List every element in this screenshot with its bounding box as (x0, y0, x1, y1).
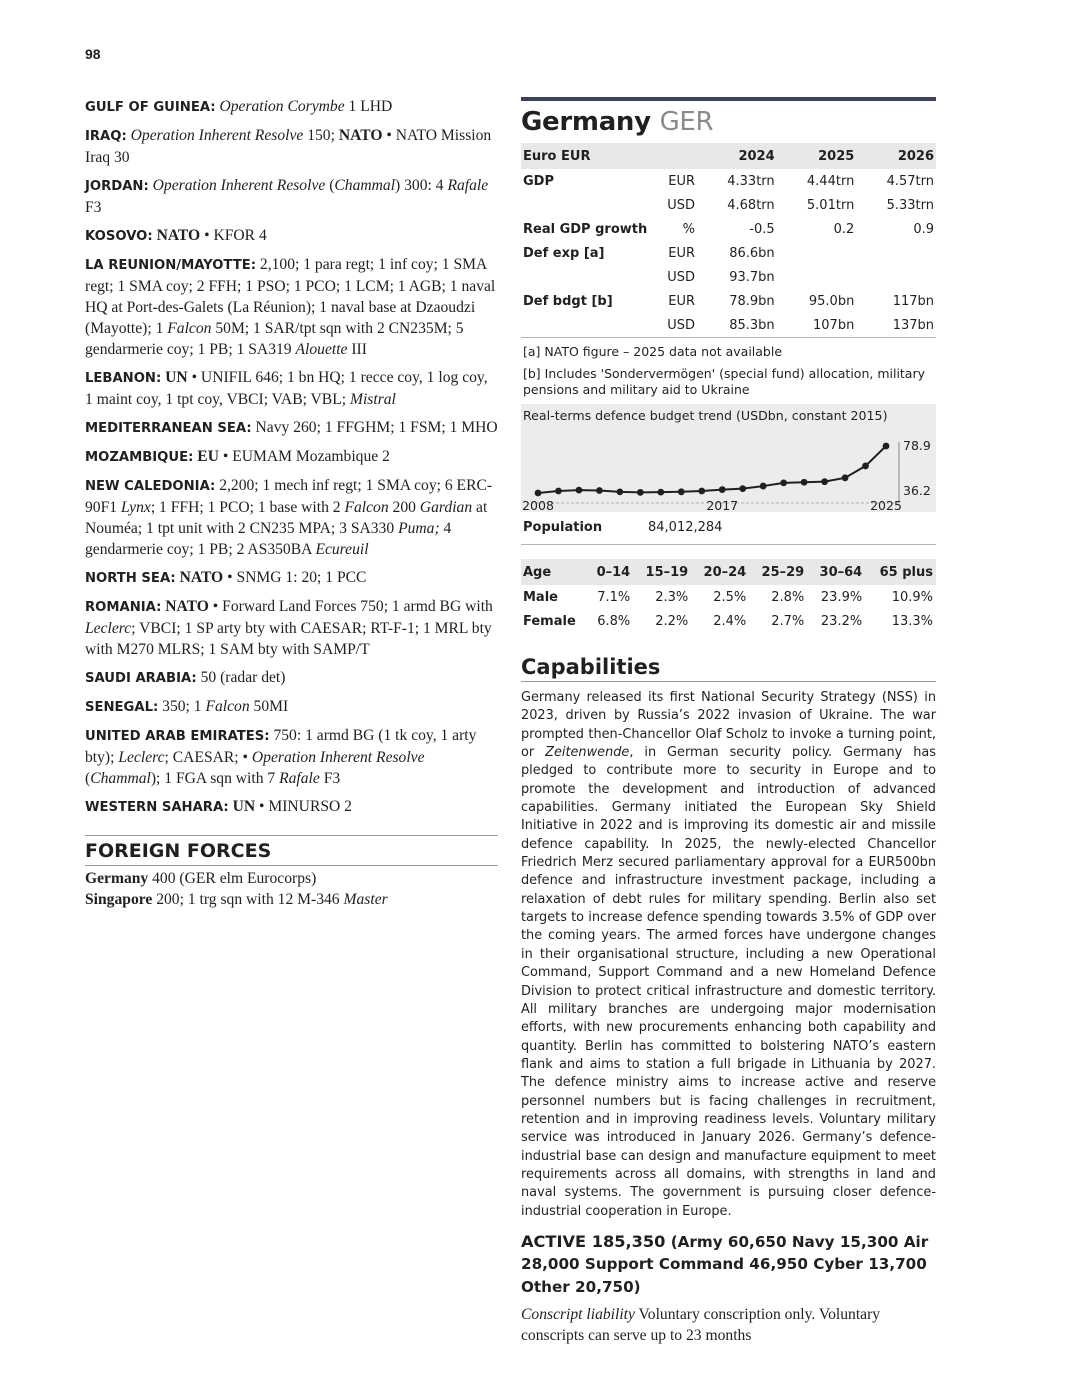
trend-point (842, 474, 849, 481)
econ-cell (521, 313, 655, 338)
econ-cell: 93.7bn (729, 269, 775, 285)
trend-point (637, 489, 644, 496)
trend-point (862, 463, 869, 470)
cap-text-2: , in German security policy. Germany has pledged to contribute more to security in Europe and to promote the development and introduction of advanced capabilities. Germany initiated the European Sky Shield Initiative in 2022 and is improving its domestic air and missile defence capability. In 2025, the newly-elected Chancellor Friedrich Merz secured parliamentary approval for a EUR500bn defence and infrastructure investment package, including a relaxation of debt rules for military spending. Berlin also set targets to increase defence spending towards 3.5% of GDP over the coming years. The armed forces have undergone changes in their organisational structure, including a new Operational Command, Support Command and a new Homeland Defence Division to protect critical infrastructure and domestic territory. All military branches are undergoing major modernisation efforts, with new procurements enhancing both capability and quantity. Berlin has committed to bolstering NATO’s eastern flank and aims to station a full brigade in Lithuania by 2027. The defence ministry aims to increase active and reserve personnel numbers but is facing challenges in recruitment, retention and in improving readiness levels. Voluntary military service was introduced in January 2026. Germany’s defence-industrial base can design and manufacture equipment to meet requirements across all domains, with strengths in land and naval systems. The government is pursuing closer defence-industrial cooperation in Europe. (521, 745, 936, 1219)
age-cell: 0–14 (586, 559, 633, 585)
y-min-label: 36.2 (903, 483, 931, 498)
deployment-location: IRAQ: (85, 129, 127, 144)
econ-cell: GDP (523, 173, 554, 189)
trend-point (719, 486, 726, 493)
deployment-location: MEDITERRANEAN SEA: (85, 421, 252, 436)
deployment-text: F3 (85, 199, 102, 216)
econ-cell: Real GDP growth (523, 221, 648, 237)
econ-cell (777, 265, 857, 289)
deployment-location: SAUDI ARABIA: (85, 671, 197, 686)
trend-point (576, 487, 583, 494)
age-cell: 23.2% (820, 613, 863, 629)
country-name: Germany (521, 107, 651, 137)
econ-cell: 85.3bn (697, 313, 777, 338)
deployment-text: Chammal (90, 770, 151, 787)
deployment-text: 1 LHD (344, 98, 393, 115)
deployment-text: Falcon (344, 499, 389, 516)
deployment-text: Puma; (398, 520, 440, 537)
deployment-text: 50 (radar det) (196, 669, 286, 686)
econ-cell: -0.5 (749, 221, 775, 237)
x-tick-label: 2017 (706, 498, 739, 512)
title-rule (521, 97, 936, 101)
econ-cell: 86.6bn (729, 245, 775, 261)
deployment-text: Leclerc (118, 749, 165, 766)
deployment-entry (85, 696, 498, 718)
trend-point (821, 478, 828, 485)
econ-row (521, 265, 936, 289)
econ-cell (521, 265, 655, 289)
deployment-text: F3 (319, 770, 341, 787)
deployment-location: WESTERN SAHARA: (85, 800, 229, 815)
econ-cell: USD (655, 313, 697, 338)
deployment-text: Navy 260; 1 FFGHM; 1 FSM; 1 MHO (251, 419, 498, 436)
econ-cell: Def bdgt [b] (523, 293, 613, 309)
deployment-text: • EUMAM Mozambique 2 (218, 448, 390, 465)
econ-row (521, 217, 936, 241)
trend-point (596, 487, 603, 494)
deployment-text: Operation Inherent Resolve (126, 127, 304, 144)
econ-cell: 2024 (697, 143, 777, 169)
deployment-text: UN (165, 369, 188, 386)
active-personnel-heading (521, 1231, 936, 1299)
deployment-text: III (347, 341, 367, 358)
foreign-force-text: 200; 1 trg sqn with 12 M-346 (152, 891, 344, 908)
foreign-forces-section (85, 835, 498, 910)
deployment-location: KOSOVO: (85, 229, 153, 244)
econ-cell: 78.9bn (729, 293, 775, 309)
deployment-entries (85, 96, 498, 818)
country-title (521, 107, 936, 137)
deployment-text: ; VBCI; 1 SP arty bty with CAESAR; RT-F-1; 1 MRL bty with M270 MLRS; 1 SAM bty with SAMP/T (85, 620, 492, 658)
country-code: GER (659, 107, 714, 137)
deployment-text: 50M; 1 SAR/tpt sqn with 2 CN235M; 5 gendarmerie coy; 1 PB; 1 SA319 (85, 320, 464, 358)
deployment-text: ( (85, 770, 91, 787)
deployment-entry (85, 567, 498, 589)
age-cell: 7.1% (597, 589, 631, 605)
econ-cell: Def exp [a] (523, 245, 605, 261)
foreign-forces-title: FOREIGN FORCES (85, 836, 498, 866)
trend-point (678, 488, 685, 495)
age-cell: 30–64 (807, 559, 865, 585)
conscript-liability (521, 1304, 936, 1346)
deployment-text: NATO (179, 569, 224, 586)
age-cell: 10.9% (891, 589, 933, 605)
econ-cell: % (682, 221, 695, 237)
age-cell: 2.2% (655, 613, 689, 629)
trend-point (657, 489, 664, 496)
econ-cell: 4.57trn (886, 173, 934, 189)
trend-point (616, 488, 623, 495)
deployment-text: ( (325, 177, 335, 194)
trend-point (698, 488, 705, 495)
econ-row (521, 241, 936, 265)
deployment-text: Lynx (120, 499, 151, 516)
econ-cell: 4.44trn (806, 173, 855, 189)
age-cell: 2.4% (713, 613, 747, 629)
age-cell: 2.7% (771, 613, 805, 629)
deployment-text: 4 gendarmerie coy; 1 PB; 2 AS350BA (85, 520, 452, 558)
foreign-force-country: Singapore (85, 891, 153, 908)
liability-text: Voluntary conscription only. Voluntary conscripts can serve up to 23 months (521, 1306, 881, 1345)
econ-header-row (521, 143, 936, 169)
deployment-text: 750: 1 armd BG (1 tk coy, 1 arty bty); (85, 727, 477, 766)
deployment-location: LEBANON: (85, 371, 162, 386)
cap-text-italic: Zeitenwende (545, 745, 630, 761)
deployment-text: NATO (165, 598, 209, 615)
deployment-text: • UNIFIL 646; 1 bn HQ; 1 recce coy, 1 log coy, 1 maint coy, 1 tpt coy, VBCI; VAB; VBL; (85, 369, 488, 408)
country-profile-column (521, 97, 936, 1346)
deployment-entry (85, 225, 498, 247)
age-cell: 13.3% (891, 613, 933, 629)
econ-cell: 2025 (777, 143, 857, 169)
active-breakdown: (Army 60,650 Navy 15,300 Air 28,000 Support Command 46,950 Cyber 13,700 Other 20,750) (521, 1232, 929, 1296)
foreign-force-text: 400 (GER elm Eurocorps) (148, 870, 317, 887)
deployment-text: 2,100; 1 para regt; 1 inf coy; 1 SMA regt; 1 SMA coy; 2 FFH; 1 PSO; 1 PCO; 1 LCM; 1 AGB; 1 naval HQ at Port-des-Galets (La Réunion); 1 naval base at Dzaoudzi (Mayotte); 1 (85, 256, 496, 337)
deployment-entry (85, 96, 498, 118)
deployment-text: 150; (303, 127, 339, 144)
econ-row (521, 289, 936, 313)
deployment-text: EU (197, 448, 219, 465)
deployment-location: NORTH SEA: (85, 571, 176, 586)
deployment-text: Mistral (349, 391, 396, 408)
econ-cell (856, 241, 936, 265)
deployment-location: JORDAN: (85, 179, 149, 194)
deployment-entry (85, 417, 498, 439)
econ-note-b: [b] Includes 'Sondervermögen' (special fund) allocation, military pensions and military aid to Ukraine (523, 366, 926, 397)
deployment-entry (85, 796, 498, 818)
economic-table (521, 143, 936, 338)
deployment-entry (85, 446, 498, 468)
econ-row (521, 193, 936, 217)
deployment-text: Operation Inherent Resolve (251, 749, 425, 766)
econ-cell: 2026 (856, 143, 936, 169)
deployment-text: 50MI (249, 698, 289, 715)
age-cell: Age (521, 559, 586, 585)
age-cell: 2.3% (655, 589, 689, 605)
deployment-text: Chammal (334, 177, 396, 194)
deployment-text: Operation Corymbe (215, 98, 345, 115)
econ-cell (777, 241, 857, 265)
age-cell: 23.9% (820, 589, 863, 605)
age-cell: Female (523, 613, 576, 629)
econ-cell: 95.0bn (808, 293, 855, 309)
active-total: ACTIVE 185,350 (521, 1231, 666, 1251)
age-header-row (521, 559, 936, 585)
trend-point (883, 443, 890, 450)
econ-cell: EUR (668, 173, 695, 189)
deployment-text: Ecureuil (315, 541, 369, 558)
deployment-text: Rafale (447, 177, 489, 194)
econ-cell: EUR (668, 293, 695, 309)
deployment-entry (85, 725, 498, 789)
deployment-text: NATO (338, 127, 383, 144)
econ-cell: Euro EUR (521, 143, 655, 169)
foreign-force-country: Germany (85, 870, 149, 887)
econ-cell: USD (667, 197, 695, 213)
deployment-text: 2,200; 1 mech inf regt; 1 SMA coy; 6 ERC-90F1 (85, 477, 493, 516)
deployment-text: UN (232, 798, 256, 815)
foreign-force-line (85, 868, 498, 889)
age-cell: Male (523, 589, 558, 605)
deployment-location: NEW CALEDONIA: (85, 479, 216, 494)
age-cell: 6.8% (597, 613, 631, 629)
x-tick-label: 2008 (522, 498, 554, 512)
econ-cell (521, 193, 655, 217)
deployment-text: • SNMG 1: 20; 1 PCC (223, 569, 367, 586)
deployment-text: ; CAESAR; • (164, 749, 252, 766)
deployment-text: Operation Inherent Resolve (148, 177, 326, 194)
trend-point (780, 479, 787, 486)
econ-cell: USD (667, 269, 695, 285)
deployment-location: UNITED ARAB EMIRATES: (85, 729, 270, 744)
deployment-text: Leclerc (85, 620, 132, 637)
deployment-text: ); 1 FGA sqn with 7 (150, 770, 280, 787)
page-number: 98 (85, 46, 101, 62)
population-row (521, 520, 936, 545)
age-cell: 15–19 (633, 559, 691, 585)
deployment-location: ROMANIA: (85, 600, 162, 615)
y-max-label: 78.9 (903, 438, 931, 453)
x-tick-label: 2025 (870, 498, 902, 512)
deployment-entry (85, 175, 498, 218)
trend-point (801, 479, 808, 486)
econ-cell: 107bn (777, 313, 857, 338)
econ-cell: 5.33trn (886, 197, 934, 213)
population-label: Population (523, 520, 603, 535)
econ-row (521, 313, 936, 338)
deployment-entry (85, 367, 498, 410)
deployment-location: MOZAMBIQUE: (85, 450, 194, 465)
deployment-text: 200 (388, 499, 420, 516)
deployment-text: at Nouméa; 1 tpt unit with 2 CN235 MPA; 3 SA330 (85, 499, 488, 537)
capabilities-title: Capabilities (521, 655, 936, 682)
deployment-text: • NATO Mission Iraq 30 (85, 127, 492, 166)
chart-title: Real-terms defence budget trend (USDbn, constant 2015) (523, 408, 888, 423)
deployment-text: Alouette (295, 341, 348, 358)
age-row (521, 585, 936, 609)
econ-cell: 5.01trn (806, 197, 855, 213)
deployment-entry (85, 667, 498, 689)
econ-cell: 4.33trn (727, 173, 775, 189)
liability-label: Conscript liability (521, 1306, 635, 1324)
trend-point (535, 490, 542, 497)
trend-point (555, 488, 562, 495)
deployment-location: LA REUNION/MAYOTTE: (85, 258, 257, 273)
age-cell: 65 plus (865, 559, 936, 585)
deployment-text: NATO (156, 227, 201, 244)
foreign-force-italic: Master (343, 891, 388, 908)
deployment-entry (85, 254, 498, 360)
deployment-text: • MINURSO 2 (255, 798, 352, 815)
econ-cell: EUR (668, 245, 695, 261)
deployment-entry (85, 475, 498, 560)
econ-cell: 0.9 (913, 221, 934, 237)
foreign-force-line (85, 889, 498, 910)
deployment-text: ; 1 FFH; 1 PCO; 1 base with 2 (150, 499, 345, 516)
econ-cell: 137bn (856, 313, 936, 338)
population-value: 84,012,284 (648, 520, 723, 535)
deployment-text: • KFOR 4 (200, 227, 267, 244)
deployment-text: ) 300: 4 (395, 177, 448, 194)
deployment-text: Falcon (205, 698, 250, 715)
trend-point (739, 485, 746, 492)
age-cell: 20–24 (691, 559, 749, 585)
age-cell: 25–29 (749, 559, 807, 585)
age-cell: 2.8% (771, 589, 805, 605)
econ-cell (655, 143, 697, 169)
age-table (521, 559, 936, 633)
budget-trend-chart (521, 404, 936, 512)
econ-cell: 4.68trn (727, 197, 775, 213)
cap-text-1: Germany released its first National Security Strategy (NSS) in 2023, driven by Russia’s 2022 invasion of Ukraine. The war prompted then-Chancellor Olaf Scholz to invoke a turning point, or (521, 690, 936, 761)
deployment-location: GULF OF GUINEA: (85, 100, 216, 115)
deployment-text: Falcon (167, 320, 212, 337)
econ-note-a: [a] NATO figure – 2025 data not available (523, 344, 783, 359)
deployment-text: 350; 1 (158, 698, 206, 715)
deployment-entry (85, 596, 498, 660)
trend-chart-svg (521, 404, 936, 512)
capabilities-text (521, 689, 936, 1221)
deployment-location: SENEGAL: (85, 700, 159, 715)
age-cell: 2.5% (713, 589, 747, 605)
deployment-entry (85, 125, 498, 168)
trend-point (760, 483, 767, 490)
deployments-column (85, 96, 498, 910)
deployment-text: Rafale (279, 770, 320, 787)
deployment-text: Gardian (419, 499, 473, 516)
deployment-text: • Forward Land Forces 750; 1 armd BG with (208, 598, 493, 615)
econ-row (521, 169, 936, 193)
econ-cell (856, 265, 936, 289)
age-row (521, 609, 936, 633)
trend-line (538, 446, 886, 493)
econ-cell: 0.2 (833, 221, 855, 237)
econ-cell: 117bn (892, 293, 934, 309)
